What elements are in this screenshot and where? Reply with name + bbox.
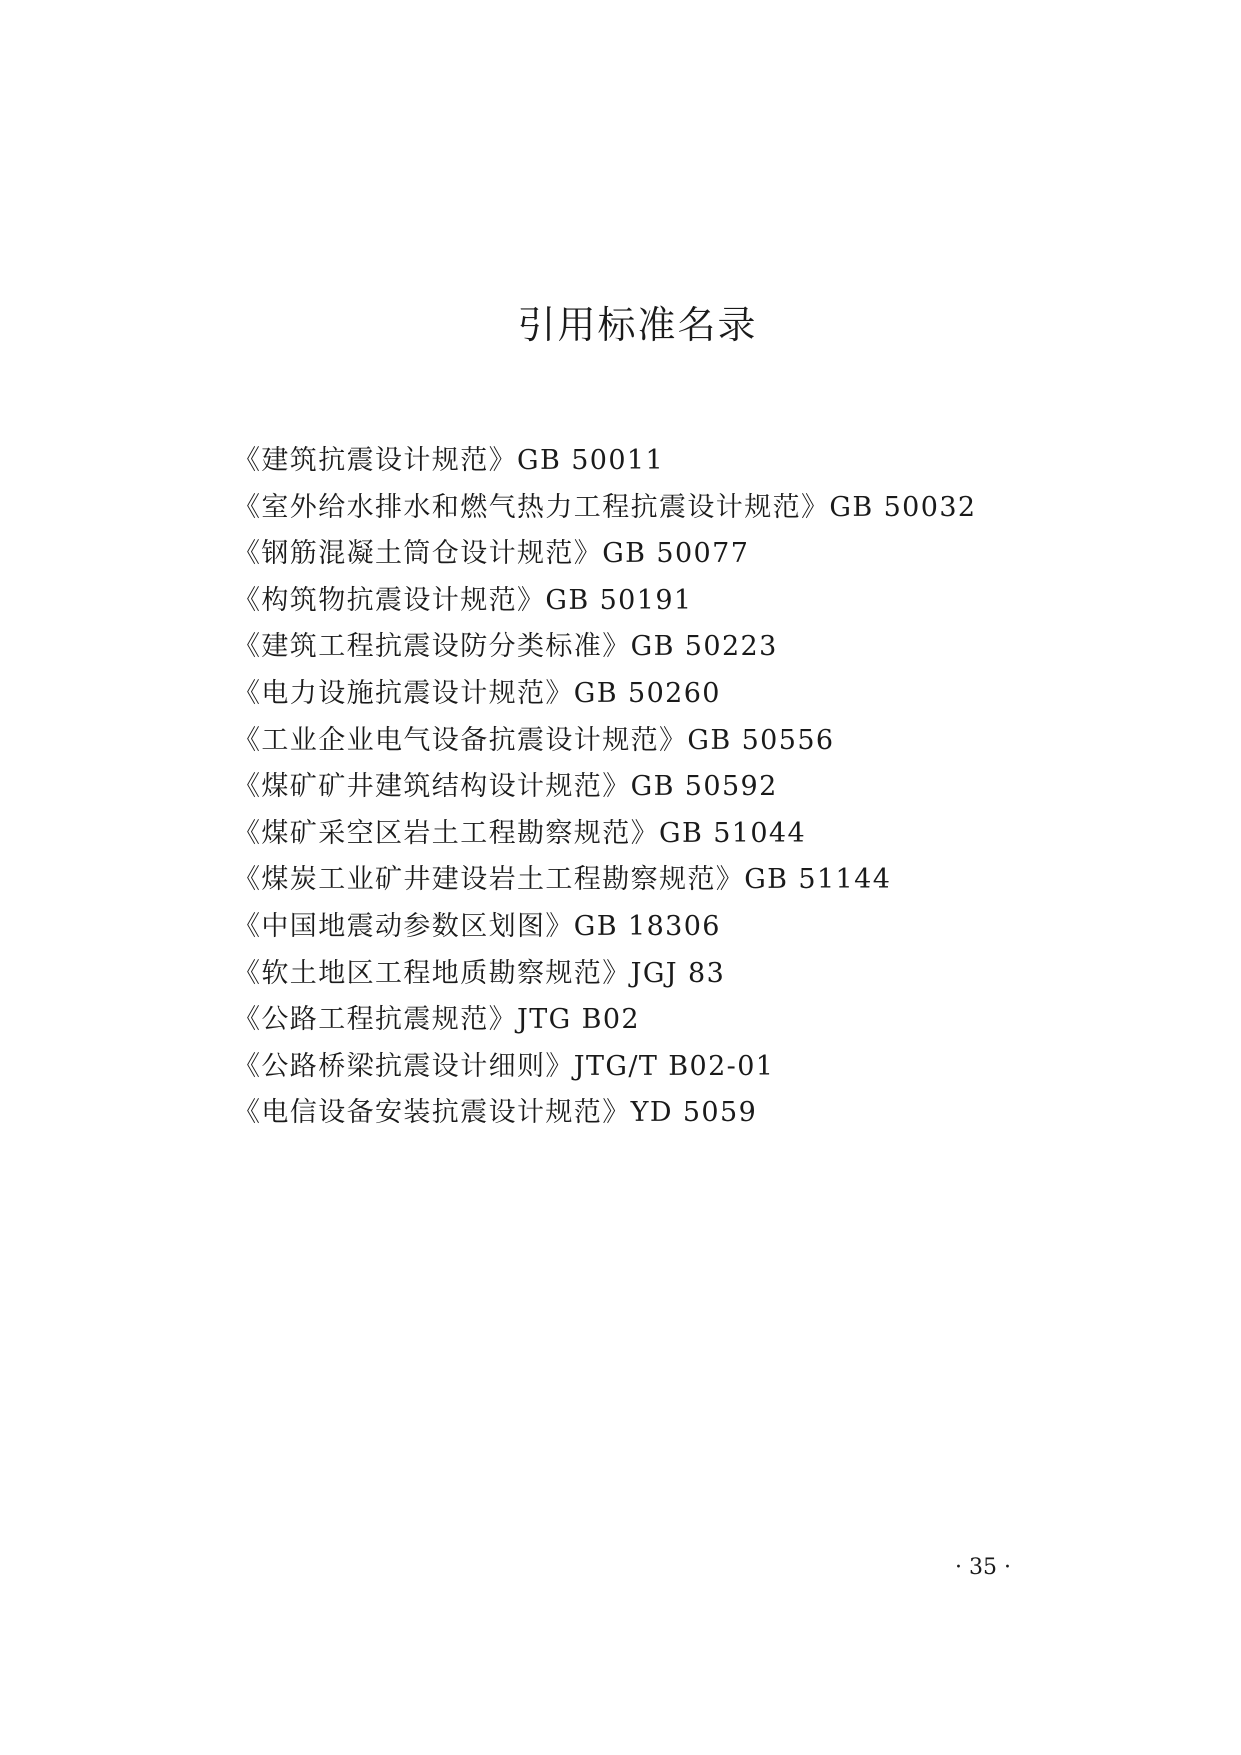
reference-item: 《软土地区工程地质勘察规范》JGJ 83 — [233, 957, 726, 989]
reference-item: 《工业企业电气设备抗震设计规范》GB 50556 — [233, 724, 835, 756]
reference-item: 《电力设施抗震设计规范》GB 50260 — [233, 677, 721, 709]
reference-item: 《电信设备安装抗震设计规范》YD 5059 — [233, 1097, 758, 1129]
page-number: · 35 · — [955, 1555, 1011, 1580]
reference-item: 《中国地震动参数区划图》GB 18306 — [233, 910, 721, 942]
reference-item: 《钢筋混凝土筒仓设计规范》GB 50077 — [233, 538, 750, 570]
reference-item: 《煤矿采空区岩土工程勘察规范》GB 51044 — [233, 817, 807, 849]
reference-item: 《构筑物抗震设计规范》GB 50191 — [233, 584, 693, 616]
page-title: 引用标准名录 — [517, 303, 758, 347]
reference-item: 《室外给水排水和燃气热力工程抗震设计规范》GB 50032 — [233, 491, 977, 523]
reference-item: 《公路工程抗震规范》JTG B02 — [233, 1004, 640, 1036]
reference-list — [233, 438, 976, 1137]
reference-item: 《煤炭工业矿井建设岩土工程勘察规范》GB 51144 — [233, 864, 892, 896]
reference-item: 《建筑工程抗震设防分类标准》GB 50223 — [233, 631, 778, 663]
reference-item: 《建筑抗震设计规范》GB 50011 — [233, 445, 665, 476]
reference-item: 《煤矿矿井建筑结构设计规范》GB 50592 — [233, 771, 778, 803]
reference-item: 《公路桥梁抗震设计细则》JTG/T B02-01 — [233, 1050, 775, 1082]
